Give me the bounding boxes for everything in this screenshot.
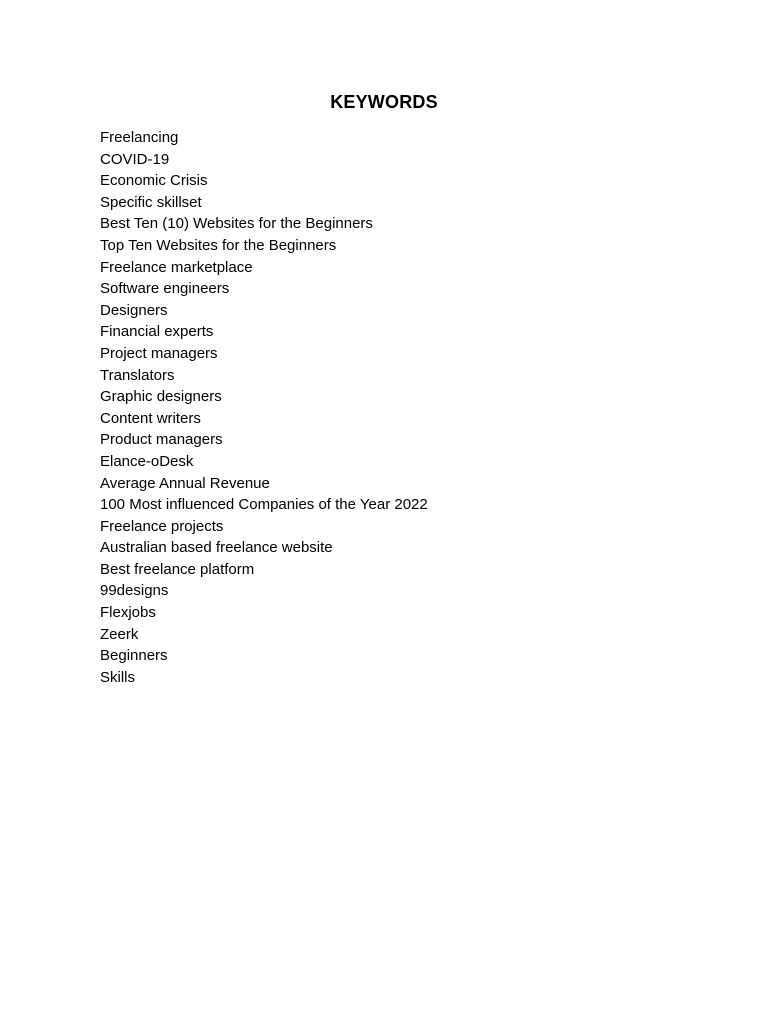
page-title: KEYWORDS [330, 92, 438, 112]
keyword-item: Freelance projects [100, 517, 224, 535]
keyword-item: Freelance marketplace [100, 258, 253, 276]
keyword-item: Freelancing [100, 129, 179, 146]
keyword-item: Project managers [100, 344, 218, 362]
keyword-item: Skills [100, 668, 136, 686]
keyword-item: Average Annual Revenue [100, 474, 270, 492]
keyword-item: Elance-oDesk [100, 452, 194, 470]
keyword-item: Financial experts [100, 323, 214, 341]
keyword-item: Beginners [100, 647, 168, 665]
keyword-list [100, 127, 428, 688]
keyword-item: Software engineers [100, 280, 230, 298]
keyword-item: Top Ten Websites for the Beginners [100, 236, 337, 254]
keyword-item: Zeerk [100, 625, 139, 643]
keyword-item: Flexjobs [100, 604, 156, 622]
keyword-item: Translators [100, 366, 175, 384]
keyword-item: Best Ten (10) Websites for the Beginners [100, 215, 373, 233]
keyword-item: 99designs [100, 582, 169, 600]
keyword-item: Specific skillset [100, 193, 202, 211]
keyword-item: Economic Crisis [100, 172, 208, 190]
keyword-item: Australian based freelance website [100, 539, 333, 557]
keyword-item: Best freelance platform [100, 560, 255, 578]
keyword-item: COVID-19 [100, 150, 170, 168]
keyword-item: 100 Most influenced Companies of the Year 2022 [100, 496, 428, 514]
keyword-item: Graphic designers [100, 388, 222, 406]
keyword-item: Content writers [100, 409, 201, 427]
keyword-item: Designers [100, 301, 168, 319]
keyword-item: Product managers [100, 431, 223, 449]
